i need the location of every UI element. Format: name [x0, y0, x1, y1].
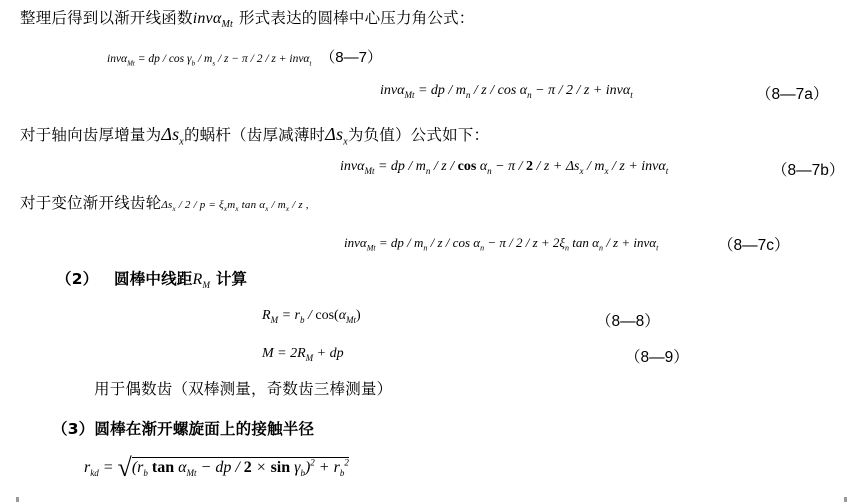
- eq-label-8-7b: （8—7b）: [772, 162, 845, 179]
- axial-mid-text: 的蜗杆（齿厚减薄时: [183, 126, 326, 144]
- sqrt-symbol: √: [117, 453, 132, 482]
- intro-text: 整理后得到以渐开线函数: [20, 9, 193, 27]
- eq-label-8-7c: （8—7c）: [718, 237, 790, 254]
- section-2-symbol: $R_M$: [192, 271, 211, 291]
- formula-8-7: [107, 50, 382, 67]
- even-note: 用于偶数齿（双棒测量，奇数齿三棒测量）: [94, 380, 393, 398]
- formula-8-8: $R_M = r_b / \cos(\alpha_{Mt})$: [262, 308, 361, 325]
- intro-inv-symbol: invα$_{Mt}$: [192, 10, 233, 31]
- intro-tail-text: 形式表达的圆棒中心压力角公式：: [238, 9, 475, 27]
- axial-symbol-2: $\Delta s_x$: [325, 124, 348, 148]
- formula-8-7a: invα$_{Mt}$ = dp / $m_n / z / \cos \alpha_n - \pi / 2 / z + inv\alpha_t$: [380, 83, 633, 100]
- formula-8-7c: invα$_{Mt}$ = dp / $m_n / z / \cos \alpha_n - \pi / 2 / z + 2\xi_n$ $\tan \alpha_n / z + inv\alpha_t$: [344, 235, 659, 253]
- shift-paragraph: [20, 196, 309, 213]
- eq-label-8-7a: （8—7a）: [756, 86, 829, 103]
- shift-text: 对于变位渐开线齿轮: [20, 194, 162, 212]
- axial-tail-text: 为负值）公式如下：: [347, 126, 490, 144]
- axial-symbol: $\Delta s_x$: [161, 124, 184, 148]
- shift-formula: $\Delta s_x / 2 / p = \xi_xm_x$ $\tan \alpha_x / m_x$ / z ,: [161, 199, 309, 214]
- axial-text: 对于轴向齿厚增量为: [20, 126, 162, 144]
- section-2-number: （2）: [56, 270, 99, 288]
- formula-8-7-body: invα$_{Mt}$ = dp / $\cos \gamma_b / m_s / z - \pi / 2 / z + inv\alpha_t$: [107, 53, 312, 68]
- formula-8-9: $M = 2R_M$ + dp: [262, 346, 344, 363]
- intro-paragraph: [20, 11, 474, 30]
- formula-8-7b: invα$_{Mt}$ = dp / $m_n / z / \cos \alpha_n - \pi / 2 / z + \Delta s_x / m_x / z + inv\alpha_t$: [340, 159, 669, 176]
- section-2-title: 圆棒中线距: [114, 270, 193, 288]
- eq-label-8-9: （8—9）: [625, 349, 689, 366]
- section-2-heading: [56, 272, 247, 290]
- section-3-heading: （3）圆棒在渐开螺旋面上的接触半径: [52, 420, 315, 438]
- formula-rkd: $r_{kd} = √(r_b$ $\tan \alpha_{Mt}$ − dp / $2 \times \sin \gamma_b)^2 + r_b^2$: [84, 453, 349, 482]
- section-2-tail: 计算: [215, 270, 248, 288]
- axial-paragraph: [20, 125, 489, 148]
- eq-label-8-8: （8—8）: [596, 313, 660, 330]
- page-edge-mark-left: [16, 497, 19, 502]
- eq-label-8-7: （8—7）: [320, 49, 382, 66]
- page-edge-mark-right: [844, 497, 847, 502]
